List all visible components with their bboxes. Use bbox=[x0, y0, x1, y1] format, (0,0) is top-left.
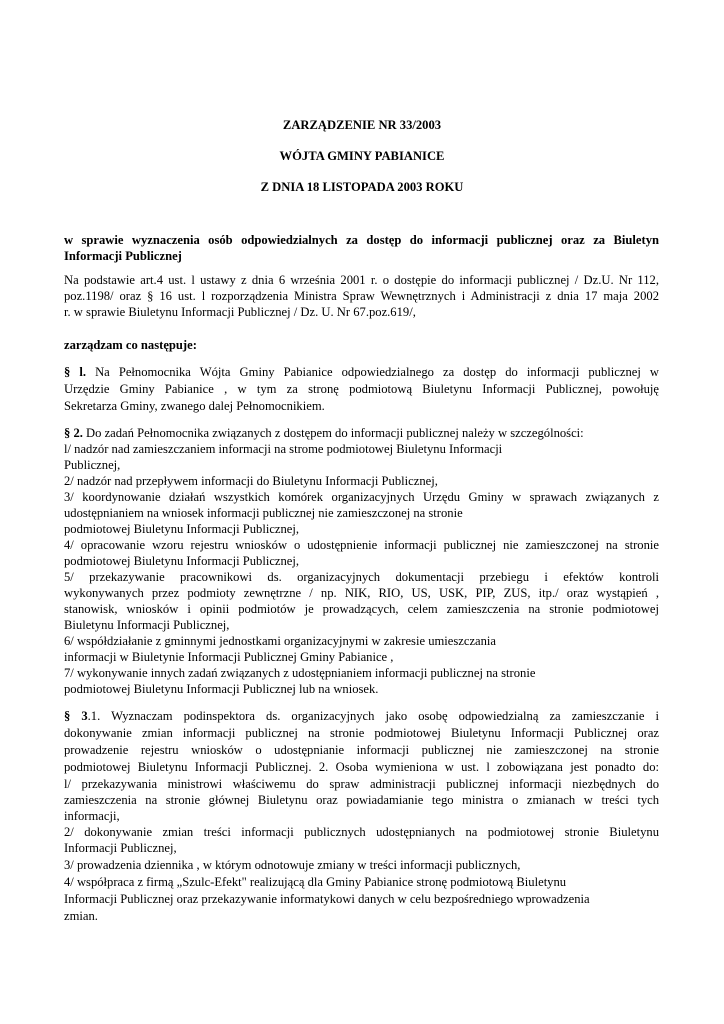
section-2-line: 5/ przekazywanie pracownikowi ds. organizacyjnych dokumentacji przebiegu i efektów kontroli bbox=[64, 570, 659, 584]
section-2-line: Publicznej, bbox=[64, 458, 121, 472]
decree-title: ZARZĄDZENIE NR 33/2003 bbox=[282, 118, 442, 132]
section-2-line: 2/ nadzór nad przepływem informacji do Biuletynu Informacji Publicznej, bbox=[64, 474, 438, 488]
section-3-line: podmiotowej Biuletynu Informacji Publicznej. 2. Osoba wymieniona w ust. l zobowiązana jest ponadto do: bbox=[64, 760, 659, 774]
section-3-line: § 3.1. Wyznaczam podinspektora ds. organizacyjnych jako osobę odpowiedzialną za zamieszczanie i bbox=[64, 709, 659, 723]
section-3-line: zamieszczenia na stronie głównej Biuletynu oraz powiadamianie tego ministra o zmianach w treści tych bbox=[64, 793, 659, 807]
section-2-line: 7/ wykonywanie innych zadań związanych z udostępnianiem informacji publicznej na stronie bbox=[64, 666, 536, 680]
section-1-mark: § l. bbox=[64, 365, 87, 379]
section-3-line: 3/ prowadzenia dziennika , w którym odnotowuje zmiany w treści informacji publicznych, bbox=[64, 858, 521, 872]
section-3-line: 4/ współpraca z firmą „Szulc-Efekt" realizującą dla Gminy Pabianice stronę podmiotową Biuletynu bbox=[64, 875, 567, 889]
section-3-line: prowadzenie rejestru wniosków o udostępnianie informacji publicznej nie zamieszczonej na stronie bbox=[64, 743, 659, 757]
section-3-line: dokonywanie zmian informacji publicznej na stronie podmiotowej Biuletynu Informacji Publicznej oraz bbox=[64, 726, 659, 740]
subject-line: Informacji Publicznej bbox=[64, 249, 182, 263]
section-3-line: Informacji Publicznej, bbox=[64, 841, 177, 855]
section-3-line: zmian. bbox=[64, 909, 98, 923]
section-2-intro: § 2. Do zadań Pełnomocnika związanych z dostępem do informacji publicznej należy w szczególności: bbox=[64, 426, 584, 440]
section-3-mark: § 3 bbox=[64, 709, 88, 723]
legal-basis-line: poz.1198/ oraz § 16 ust. l rozporządzenia Ministra Spraw Wewnętrznych i Administracji z dnia 17 maja 2002 bbox=[64, 289, 659, 303]
section-2-line: podmiotowej Biuletynu Informacji Publicznej, bbox=[64, 554, 300, 568]
section-1-line: § l. Na Pełnomocnika Wójta Gminy Pabianice odpowiedzialnego za dostęp do informacji publicznej w bbox=[64, 365, 659, 379]
section-3-line: informacji, bbox=[64, 809, 120, 823]
section-2-line: 3/ koordynowanie działań wszystkich komórek organizacyjnych Urzędu Gminy w sprawach związanych z bbox=[64, 490, 659, 504]
legal-basis-line: Na podstawie art.4 ust. l ustawy z dnia 6 września 2001 r. o dostępie do informacji publicznej / Dz.U. Nr 112, bbox=[64, 273, 659, 287]
section-3-line: l/ przekazywania ministrowi właściwemu do spraw administracji publicznej informacji niezbędnych do bbox=[64, 777, 659, 791]
decree-authority: WÓJTA GMINY PABIANICE bbox=[279, 149, 445, 163]
section-3-line: 2/ dokonywanie zmian treści informacji publicznych udostępnianych na podmiotowej stronie Biuletynu bbox=[64, 825, 659, 839]
section-1-line: Urzędzie Gminy Pabianice , w tym za stronę podmiotową Biuletynu Informacji Publicznej, powołuję bbox=[64, 382, 659, 396]
legal-basis-line: r. w sprawie Biuletynu Informacji Publicznej / Dz. U. Nr 67.poz.619/, bbox=[64, 305, 416, 319]
section-2-line: l/ nadzór nad zamieszczaniem informacji na strome podmiotowej Biuletynu Informacji bbox=[64, 442, 503, 456]
section-2-line: wykonywanych przez podmioty zewnętrzne / np. NIK, RIO, US, USK, PIP, ZUS, itp./ oraz wystąpień , bbox=[64, 586, 659, 600]
section-2-mark: § 2. bbox=[64, 426, 83, 440]
section-2-line: podmiotowej Biuletynu Informacji Publicznej lub na wniosek. bbox=[64, 682, 379, 696]
section-1-line: Sekretarza Gminy, zwanego dalej Pełnomocnikiem. bbox=[64, 399, 325, 413]
decree-date: Z DNIA 18 LISTOPADA 2003 ROKU bbox=[260, 180, 464, 194]
section-2-line: Biuletynu Informacji Publicznej, bbox=[64, 618, 230, 632]
section-2-line: 4/ opracowanie wzoru rejestru wniosków o udostępnienie informacji publicznej nie zamieszczonej na stronie bbox=[64, 538, 659, 552]
section-2-line: podmiotowej Biuletynu Informacji Publicznej, bbox=[64, 522, 300, 536]
section-2-line: informacji w Biuletynie Informacji Publicznej Gminy Pabianice , bbox=[64, 650, 394, 664]
section-2-line: udostępnianiem na wniosek informacji publicznej nie zamieszczonej na stronie bbox=[64, 506, 463, 520]
subject-line: w sprawie wyznaczenia osób odpowiedzialnych za dostęp do informacji publicznej oraz za Biuletyn bbox=[64, 233, 659, 247]
section-2-line: stanowisk, wniosków i opinii podmiotów je prowadzących, celem zamieszczenia na stronie podmiotowej bbox=[64, 602, 659, 616]
section-3-line: Informacji Publicznej oraz przekazywanie informatykowi danych w celu bezpośredniego wprowadzenia bbox=[64, 892, 590, 906]
decree-intro: zarządzam co następuje: bbox=[64, 338, 197, 352]
section-2-line: 6/ współdziałanie z gminnymi jednostkami organizacyjnymi w zakresie umieszczania bbox=[64, 634, 497, 648]
